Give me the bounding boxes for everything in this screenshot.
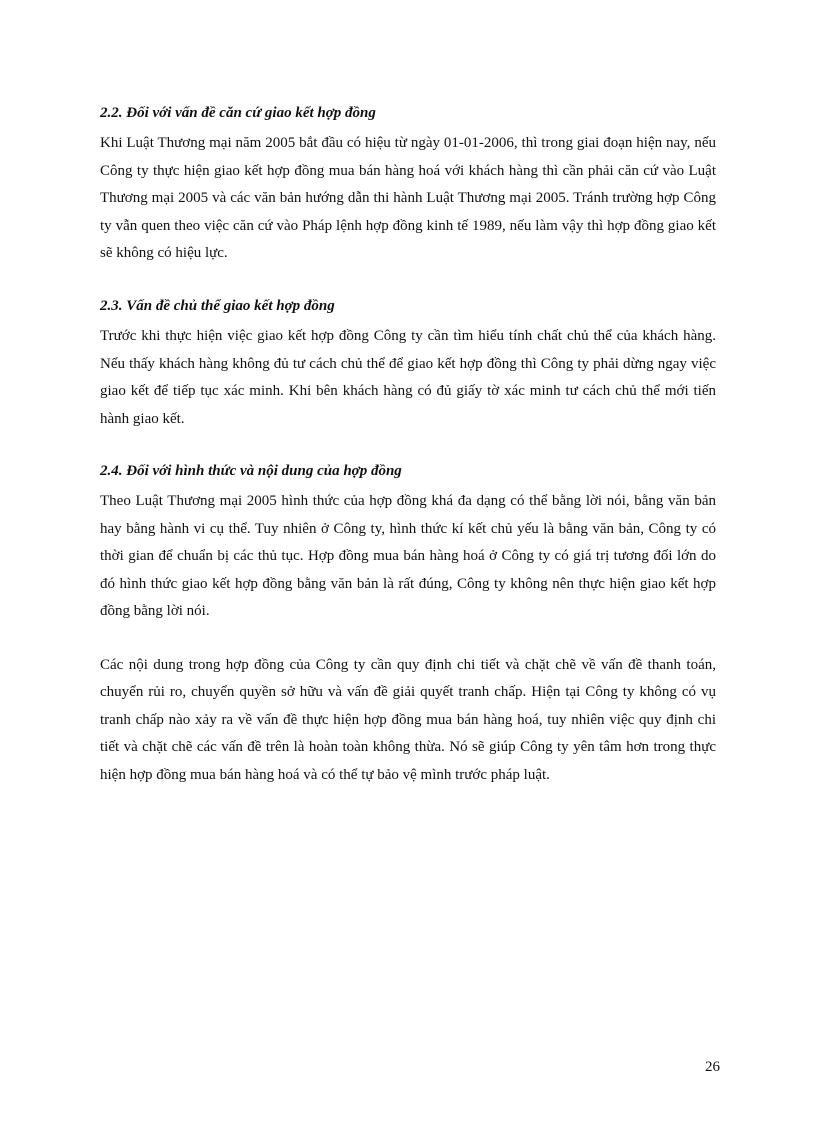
section-heading: 2.2. Đối với vấn đề căn cứ giao kết hợp đồng — [100, 105, 376, 121]
paragraph: Các nội dung trong hợp đồng của Công ty cần quy định chi tiết và chặt chẽ về vấn đề thanh toán, chuyển rủi ro, chuyển quyền sở hữu và vấn đề giải quyết tranh chấp. Hiện tại Công ty không có vụ tranh chấp nào xảy ra về vấn đề thực hiện hợp đồng mua bán hàng hoá, tuy nhiên việc quy định chi tiết và chặt chẽ các vấn đề trên là hoàn toàn không thừa. Nó sẽ giúp Công ty yên tâm hơn trong thực hiện hợp đồng mua bán hàng hoá và có thể tự bảo vệ mình trước pháp luật. — [100, 656, 716, 783]
paragraph: Khi Luật Thương mại năm 2005 bắt đầu có hiệu từ ngày 01-01-2006, thì trong giai đoạn hiện nay, nếu Công ty thực hiện giao kết hợp đồng mua bán hàng hoá với khách hàng thì cần phải căn cứ vào Luật Thương mại 2005 và các văn bản hướng dẫn thi hành Luật Thương mại 2005. Tránh trường hợp Công ty vẫn quen theo việc căn cứ vào Pháp lệnh hợp đồng kinh tế 1989, nếu làm vậy thì hợp đồng giao kết sẽ không có hiệu lực. — [100, 135, 716, 261]
section-2-3 — [100, 296, 716, 433]
section-2-2 — [100, 103, 716, 268]
page-number: 26 — [705, 1059, 720, 1075]
section-heading: 2.4. Đối với hình thức và nội dung của hợp đồng — [100, 463, 402, 479]
paragraph: Theo Luật Thương mại 2005 hình thức của hợp đồng khá đa dạng có thể bằng lời nói, bằng văn bản hay bằng hành vi cụ thể. Tuy nhiên ở Công ty, hình thức kí kết chủ yếu là bằng văn bản, Công ty có thời gian để chuẩn bị các thủ tục. Hợp đồng mua bán hàng hoá ở Công ty có giá trị tương đối lớn do đó hình thức giao kết hợp đồng bằng văn bản là rất đúng, Công ty không nên thực hiện giao kết hợp đồng bằng lời nói. — [100, 493, 716, 619]
section-2-4 — [100, 461, 716, 789]
section-heading: 2.3. Vấn đề chủ thể giao kết hợp đồng — [100, 298, 335, 314]
paragraph: Trước khi thực hiện việc giao kết hợp đồng Công ty cần tìm hiểu tính chất chủ thể của khách hàng. Nếu thấy khách hàng không đủ tư cách chủ thể để giao kết hợp đồng thì Công ty phải dừng ngay việc giao kết để tiếp tục xác minh. Khi bên khách hàng có đủ giấy tờ xác minh tư cách chủ thể mới tiến hành giao kết. — [100, 328, 716, 427]
